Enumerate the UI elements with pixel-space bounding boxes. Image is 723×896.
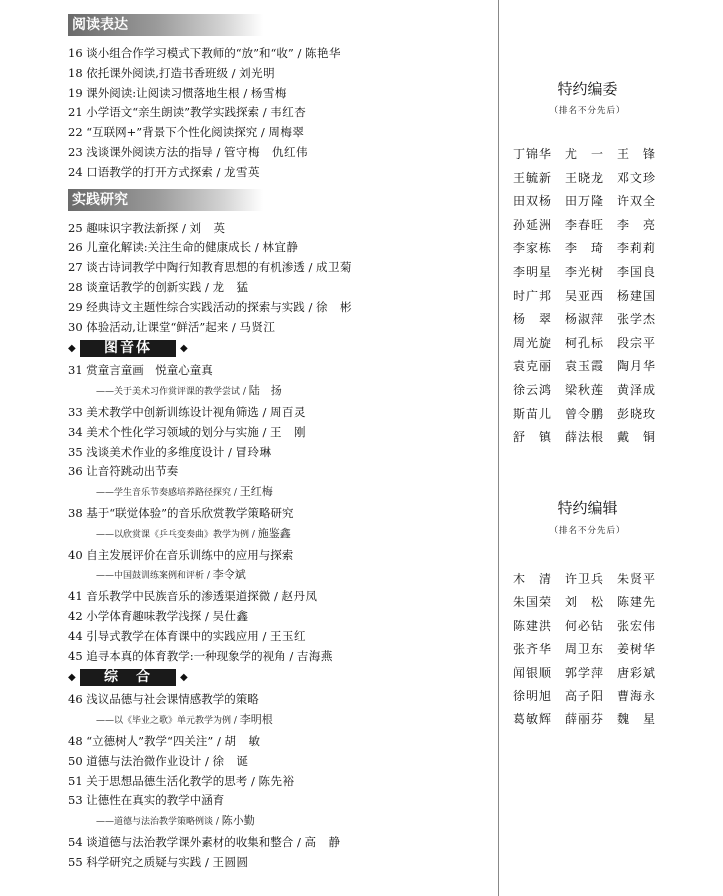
name-row: 袁克丽 袁玉霞 陶月华 bbox=[513, 359, 657, 374]
diamond-icon: ◆ bbox=[68, 672, 76, 684]
name-row: 斯苗儿 曾令鹏 彭晓玫 bbox=[513, 406, 657, 421]
section-list bbox=[68, 44, 488, 183]
section-banner bbox=[68, 668, 488, 688]
toc-entry[interactable]: 38 基于“联觉体验”的音乐欣赏教学策略研究 bbox=[68, 505, 294, 520]
toc-subtitle: ——道德与法治教学策略例谈 / 陈小勤 bbox=[96, 814, 255, 828]
toc-entry[interactable]: 54 谈道德与法治教学课外素材的收集和整合 / 高 静 bbox=[68, 834, 341, 849]
name-row: 李明星 李光树 李国良 bbox=[513, 264, 657, 279]
name-row: 闻银顺 郭学萍 唐彩斌 bbox=[513, 665, 657, 680]
toc-subtitle: ——关于美术习作赏评课的教学尝试 / 陆 扬 bbox=[96, 384, 282, 398]
toc-entry[interactable]: 26 儿童化解读:关注生命的健康成长 / 林宜静 bbox=[68, 240, 299, 255]
column-divider bbox=[498, 0, 499, 896]
name-row: 丁锦华 尤 一 王 锋 bbox=[513, 147, 657, 161]
toc-entry[interactable]: 23 浅谈课外阅读方法的指导 / 管守梅 仇红伟 bbox=[68, 144, 308, 159]
toc-entry[interactable]: 48 “立德树人”教学“四关注” / 胡 敏 bbox=[68, 733, 261, 748]
toc-entry[interactable]: 53 让德性在真实的教学中涵育 bbox=[68, 793, 225, 808]
name-row: 木 清 许卫兵 朱贤平 bbox=[513, 572, 657, 586]
name-row: 杨 翠 杨淑萍 张学杰 bbox=[513, 312, 657, 327]
toc-entry[interactable]: 51 关于思想品德生活化教学的思考 / 陈先裕 bbox=[68, 773, 295, 788]
diamond-icon: ◆ bbox=[68, 343, 76, 355]
name-grid bbox=[513, 568, 669, 732]
name-row: 陈建洪 何必钻 张宏伟 bbox=[513, 618, 657, 633]
toc-entry[interactable]: 29 经典诗文主题性综合实践活动的探索与实践 / 徐 彬 bbox=[68, 299, 352, 314]
section-banner-title: 综 合 bbox=[80, 669, 176, 686]
name-row: 李家栋 李 琦 李莉莉 bbox=[513, 241, 657, 256]
toc-entry[interactable]: 34 美术个性化学习领域的划分与实施 / 王 刚 bbox=[68, 424, 306, 439]
toc-subtitle: ——中国鼓训练案例和评析 / 李令斌 bbox=[96, 568, 246, 582]
toc-entry[interactable]: 33 美术教学中创新训练设计视角筛选 / 周百灵 bbox=[68, 404, 306, 419]
panel-title: 特约编委 bbox=[557, 80, 618, 98]
name-row: 孙延洲 李春旺 李 亮 bbox=[513, 217, 657, 232]
toc-entry[interactable]: 55 科学研究之质疑与实践 / 王圆圆 bbox=[68, 854, 249, 869]
section-list bbox=[68, 361, 488, 666]
toc-entry[interactable]: 41 音乐教学中民族音乐的渗透渠道探微 / 赵丹凤 bbox=[68, 589, 318, 604]
name-row: 葛敏辉 薛丽芬 魏 星 bbox=[513, 712, 657, 727]
toc-entry[interactable]: 27 谈古诗词教学中陶行知教育思想的有机渗透 / 成卫菊 bbox=[68, 260, 352, 275]
toc-entry[interactable]: 16 谈小组合作学习模式下教师的“放”和“收” / 陈艳华 bbox=[68, 46, 341, 60]
section-banner bbox=[68, 339, 488, 359]
toc-entry[interactable]: 21 小学语文“亲生朗读”教学实践探索 / 韦红杏 bbox=[68, 105, 307, 120]
name-grid bbox=[513, 143, 669, 450]
panel-title: 特约编辑 bbox=[557, 499, 618, 517]
panel-note: （排名不分先后） bbox=[549, 526, 626, 536]
toc-entry[interactable]: 42 小学体育趣味教学浅探 / 吴仕鑫 bbox=[68, 608, 249, 623]
panel-note: （排名不分先后） bbox=[549, 106, 626, 116]
toc-entry[interactable]: 36 让音符跳动出节奏 bbox=[68, 464, 179, 479]
toc-subtitle: ——学生音乐节奏感培养路径探究 / 王红梅 bbox=[96, 485, 273, 499]
toc-entry[interactable]: 50 道德与法治微作业设计 / 徐 诞 bbox=[68, 753, 249, 768]
name-row: 舒 镇 薛法根 戴 铜 bbox=[513, 430, 657, 445]
toc-entry[interactable]: 22 “互联网+”背景下个性化阅读探究 / 周梅翠 bbox=[68, 125, 305, 140]
name-row: 田双杨 田万隆 许双全 bbox=[513, 194, 657, 209]
toc-entry[interactable]: 24 口语教学的打开方式探索 / 龙雪英 bbox=[68, 164, 260, 179]
diamond-icon: ◆ bbox=[180, 343, 188, 355]
diamond-icon: ◆ bbox=[180, 672, 188, 684]
toc-entry[interactable]: 30 体验活动,让课堂“鲜活”起来 / 马贤江 bbox=[68, 319, 276, 334]
toc-entry[interactable]: 40 自主发展评价在音乐训练中的应用与探索 bbox=[68, 547, 294, 562]
toc-subtitle: ——以欣赏课《乒乓变奏曲》教学为例 / 施鉴鑫 bbox=[96, 526, 291, 540]
toc-entry[interactable]: 18 依托课外阅读,打造书香班级 / 刘光明 bbox=[68, 65, 276, 80]
toc-entry[interactable]: 45 追寻本真的体育教学:一种现象学的视角 / 吉海燕 bbox=[68, 648, 333, 663]
toc-entry[interactable]: 44 引导式教学在体育课中的实践应用 / 王玉红 bbox=[68, 628, 306, 643]
name-row: 王毓新 王晓龙 邓文珍 bbox=[513, 170, 657, 185]
name-row: 朱国荣 刘 松 陈建先 bbox=[513, 595, 657, 610]
toc-entry[interactable]: 31 赏童言童画 悦童心童真 bbox=[68, 363, 213, 378]
toc-entry[interactable]: 35 浅谈美术作业的多维度设计 / 冒玲琳 bbox=[68, 444, 272, 459]
section-list bbox=[68, 219, 488, 338]
table-of-contents bbox=[68, 10, 488, 872]
toc-entry[interactable]: 46 浅议品德与社会课情感教学的策略 bbox=[68, 692, 259, 707]
section-list bbox=[68, 690, 488, 872]
name-row: 时广邦 吴亚西 杨建国 bbox=[513, 288, 657, 303]
name-row: 周光旋 柯孔标 段宗平 bbox=[513, 335, 657, 350]
section-banner-title: 图音体 bbox=[80, 340, 176, 357]
section-heading: 阅读表达 bbox=[68, 14, 263, 36]
toc-entry[interactable]: 28 谈童话教学的创新实践 / 龙 猛 bbox=[68, 279, 249, 294]
toc-subtitle: ——以《毕业之歌》单元教学为例 / 李明根 bbox=[96, 713, 273, 727]
toc-entry[interactable]: 25 趣味识字教法新探 / 刘 英 bbox=[68, 220, 226, 235]
toc-entry[interactable]: 19 课外阅读:让阅读习惯落地生根 / 杨雪梅 bbox=[68, 85, 287, 100]
name-row: 徐云鸿 梁秋莲 黄泽成 bbox=[513, 382, 657, 397]
name-row: 张齐华 周卫东 姜树华 bbox=[513, 642, 657, 657]
name-row: 徐明旭 高子阳 曹海永 bbox=[513, 688, 657, 703]
section-heading: 实践研究 bbox=[68, 189, 263, 211]
